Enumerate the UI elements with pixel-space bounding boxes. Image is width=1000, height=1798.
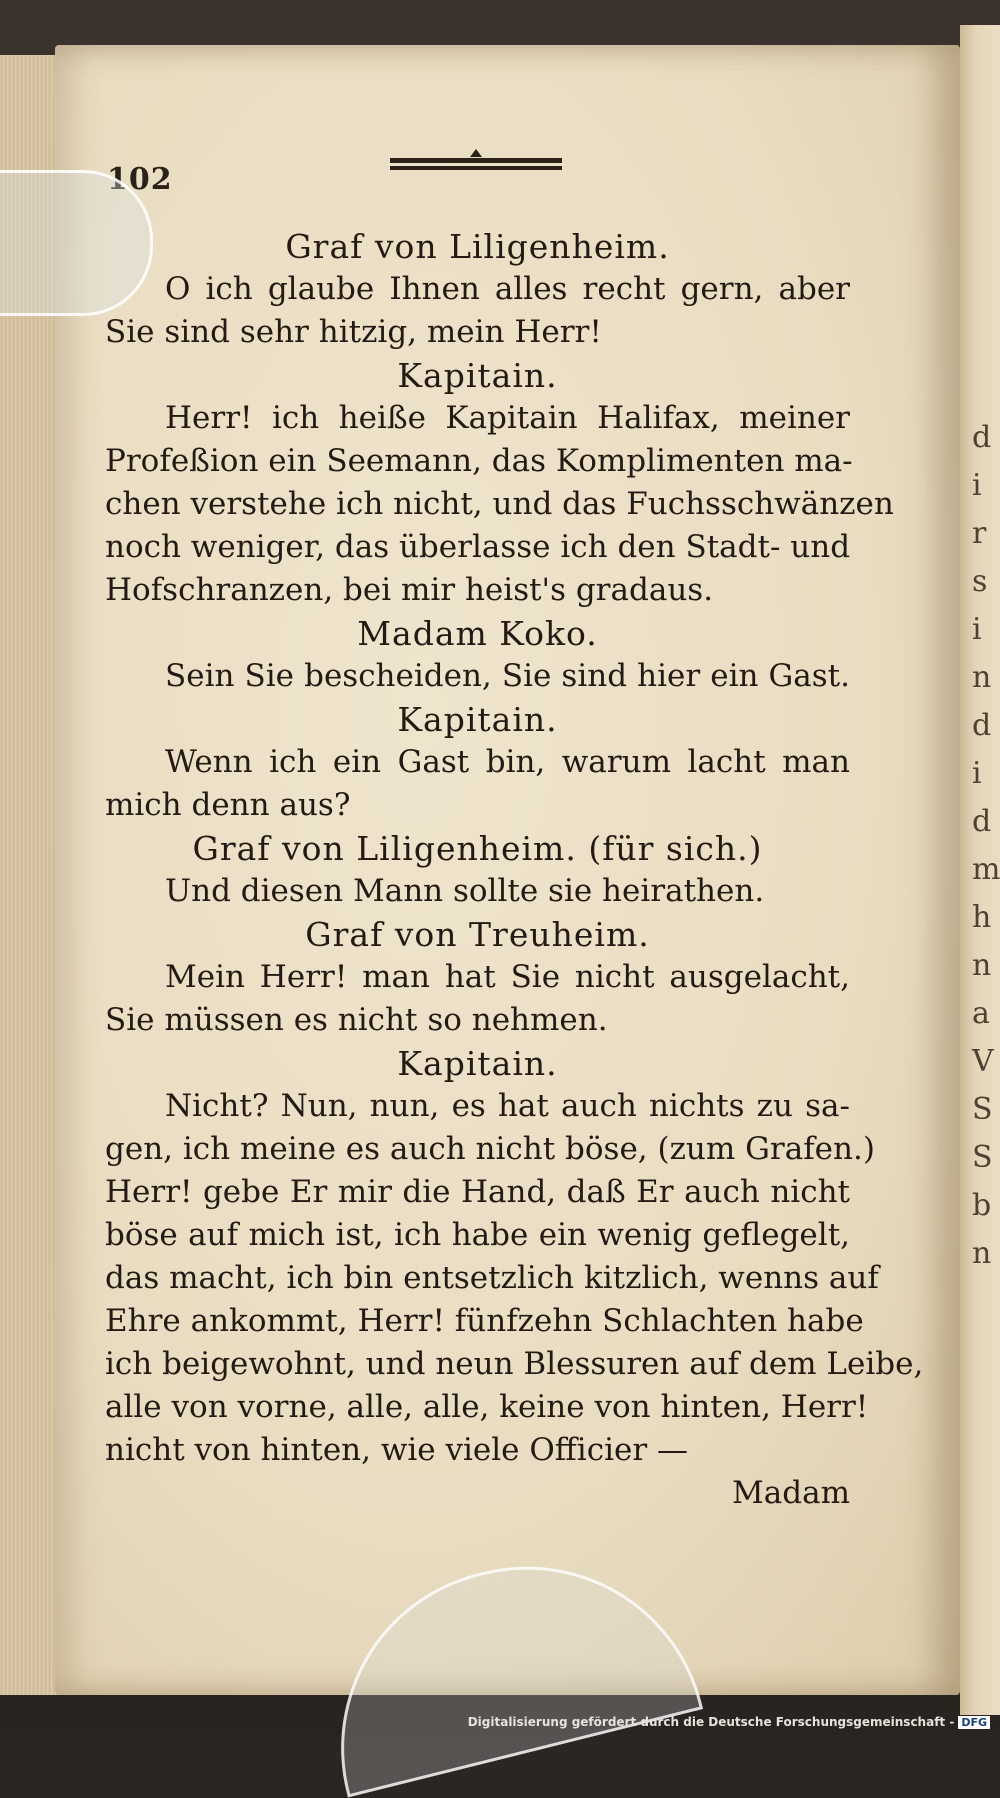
text-line: O ich glaube Ihnen alles recht gern, aber	[165, 271, 850, 307]
text-line: ich beigewohnt, und neun Blessuren auf dem Leibe,	[105, 1346, 924, 1382]
next-page-fragment: d	[972, 420, 992, 455]
next-page-fragment: n	[972, 948, 992, 983]
text-line: Profeßion ein Seemann, das Komplimenten ma-	[105, 443, 853, 479]
next-page-edge	[960, 25, 1000, 1715]
next-page-fragment: n	[972, 1236, 992, 1271]
credit-text: Digitalisierung gefördert durch die Deutsche Forschungsgemeinschaft -	[467, 1715, 955, 1729]
next-page-fragment: i	[972, 612, 982, 647]
next-page-fragment: s	[972, 564, 988, 599]
next-page-fragment: n	[972, 660, 992, 695]
text-line: Sein Sie bescheiden, Sie sind hier ein Gast.	[165, 658, 850, 694]
text-line: chen verstehe ich nicht, und das Fuchsschwänzen	[105, 486, 894, 522]
speaker-name: Graf von Liligenheim.	[285, 227, 670, 266]
speaker-name: Kapitain.	[397, 356, 558, 395]
speaker-name: Graf von Treuheim.	[305, 915, 650, 954]
text-line: Sie müssen es nicht so nehmen.	[105, 1002, 608, 1038]
dfg-logo: DFG	[958, 1716, 990, 1729]
next-page-fragment: b	[972, 1188, 992, 1223]
next-page-fragment: m	[972, 852, 1000, 887]
text-line: Madam	[732, 1475, 850, 1511]
text-line: böse auf mich ist, ich habe ein wenig geflegelt,	[105, 1217, 850, 1253]
page-number: 102	[107, 162, 173, 197]
text-line: Hofschranzen, bei mir heist's gradaus.	[105, 572, 714, 608]
text-line: noch weniger, das überlasse ich den Stadt- und	[105, 529, 851, 565]
next-page-fragment: a	[972, 996, 990, 1031]
speaker-name: Kapitain.	[397, 1044, 558, 1083]
next-page-fragment: d	[972, 804, 992, 839]
header-ornament	[390, 158, 562, 174]
text-line: Mein Herr! man hat Sie nicht ausgelacht,	[165, 959, 850, 995]
digitization-credit	[468, 1715, 990, 1729]
text-line: nicht von hinten, wie viele Officier —	[105, 1432, 689, 1468]
speaker-name: Madam Koko.	[357, 614, 598, 653]
next-page-fragment: i	[972, 756, 982, 791]
next-page-fragment: d	[972, 708, 992, 743]
next-page-fragment: V	[972, 1044, 994, 1079]
next-page-fragment: S	[972, 1092, 993, 1127]
text-line: Und diesen Mann sollte sie heirathen.	[165, 873, 765, 909]
text-line: Ehre ankommt, Herr! fünfzehn Schlachten habe	[105, 1303, 864, 1339]
next-page-fragment: r	[972, 516, 987, 551]
page-clip-top	[0, 170, 153, 316]
text-line: gen, ich meine es auch nicht böse, (zum Grafen.)	[105, 1131, 875, 1167]
page-text	[105, 225, 924, 1515]
speaker-name: Graf von Liligenheim. (für sich.)	[192, 829, 763, 868]
text-line: Sie sind sehr hitzig, mein Herr!	[105, 314, 602, 350]
speaker-name: Kapitain.	[397, 700, 558, 739]
text-line: Wenn ich ein Gast bin, warum lacht man	[165, 744, 850, 780]
text-line: Herr! gebe Er mir die Hand, daß Er auch nicht	[105, 1174, 850, 1210]
next-page-fragment: i	[972, 468, 982, 503]
text-line: Herr! ich heiße Kapitain Halifax, meiner	[165, 400, 850, 436]
text-line: das macht, ich bin entsetzlich kitzlich, wenns auf	[105, 1260, 879, 1296]
text-line: Nicht? Nun, nun, es hat auch nichts zu sa-	[165, 1088, 850, 1124]
text-line: mich denn aus?	[105, 787, 351, 823]
text-line: alle von vorne, alle, alle, keine von hinten, Herr!	[105, 1389, 869, 1425]
next-page-fragment: h	[972, 900, 992, 935]
next-page-fragment: S	[972, 1140, 993, 1175]
